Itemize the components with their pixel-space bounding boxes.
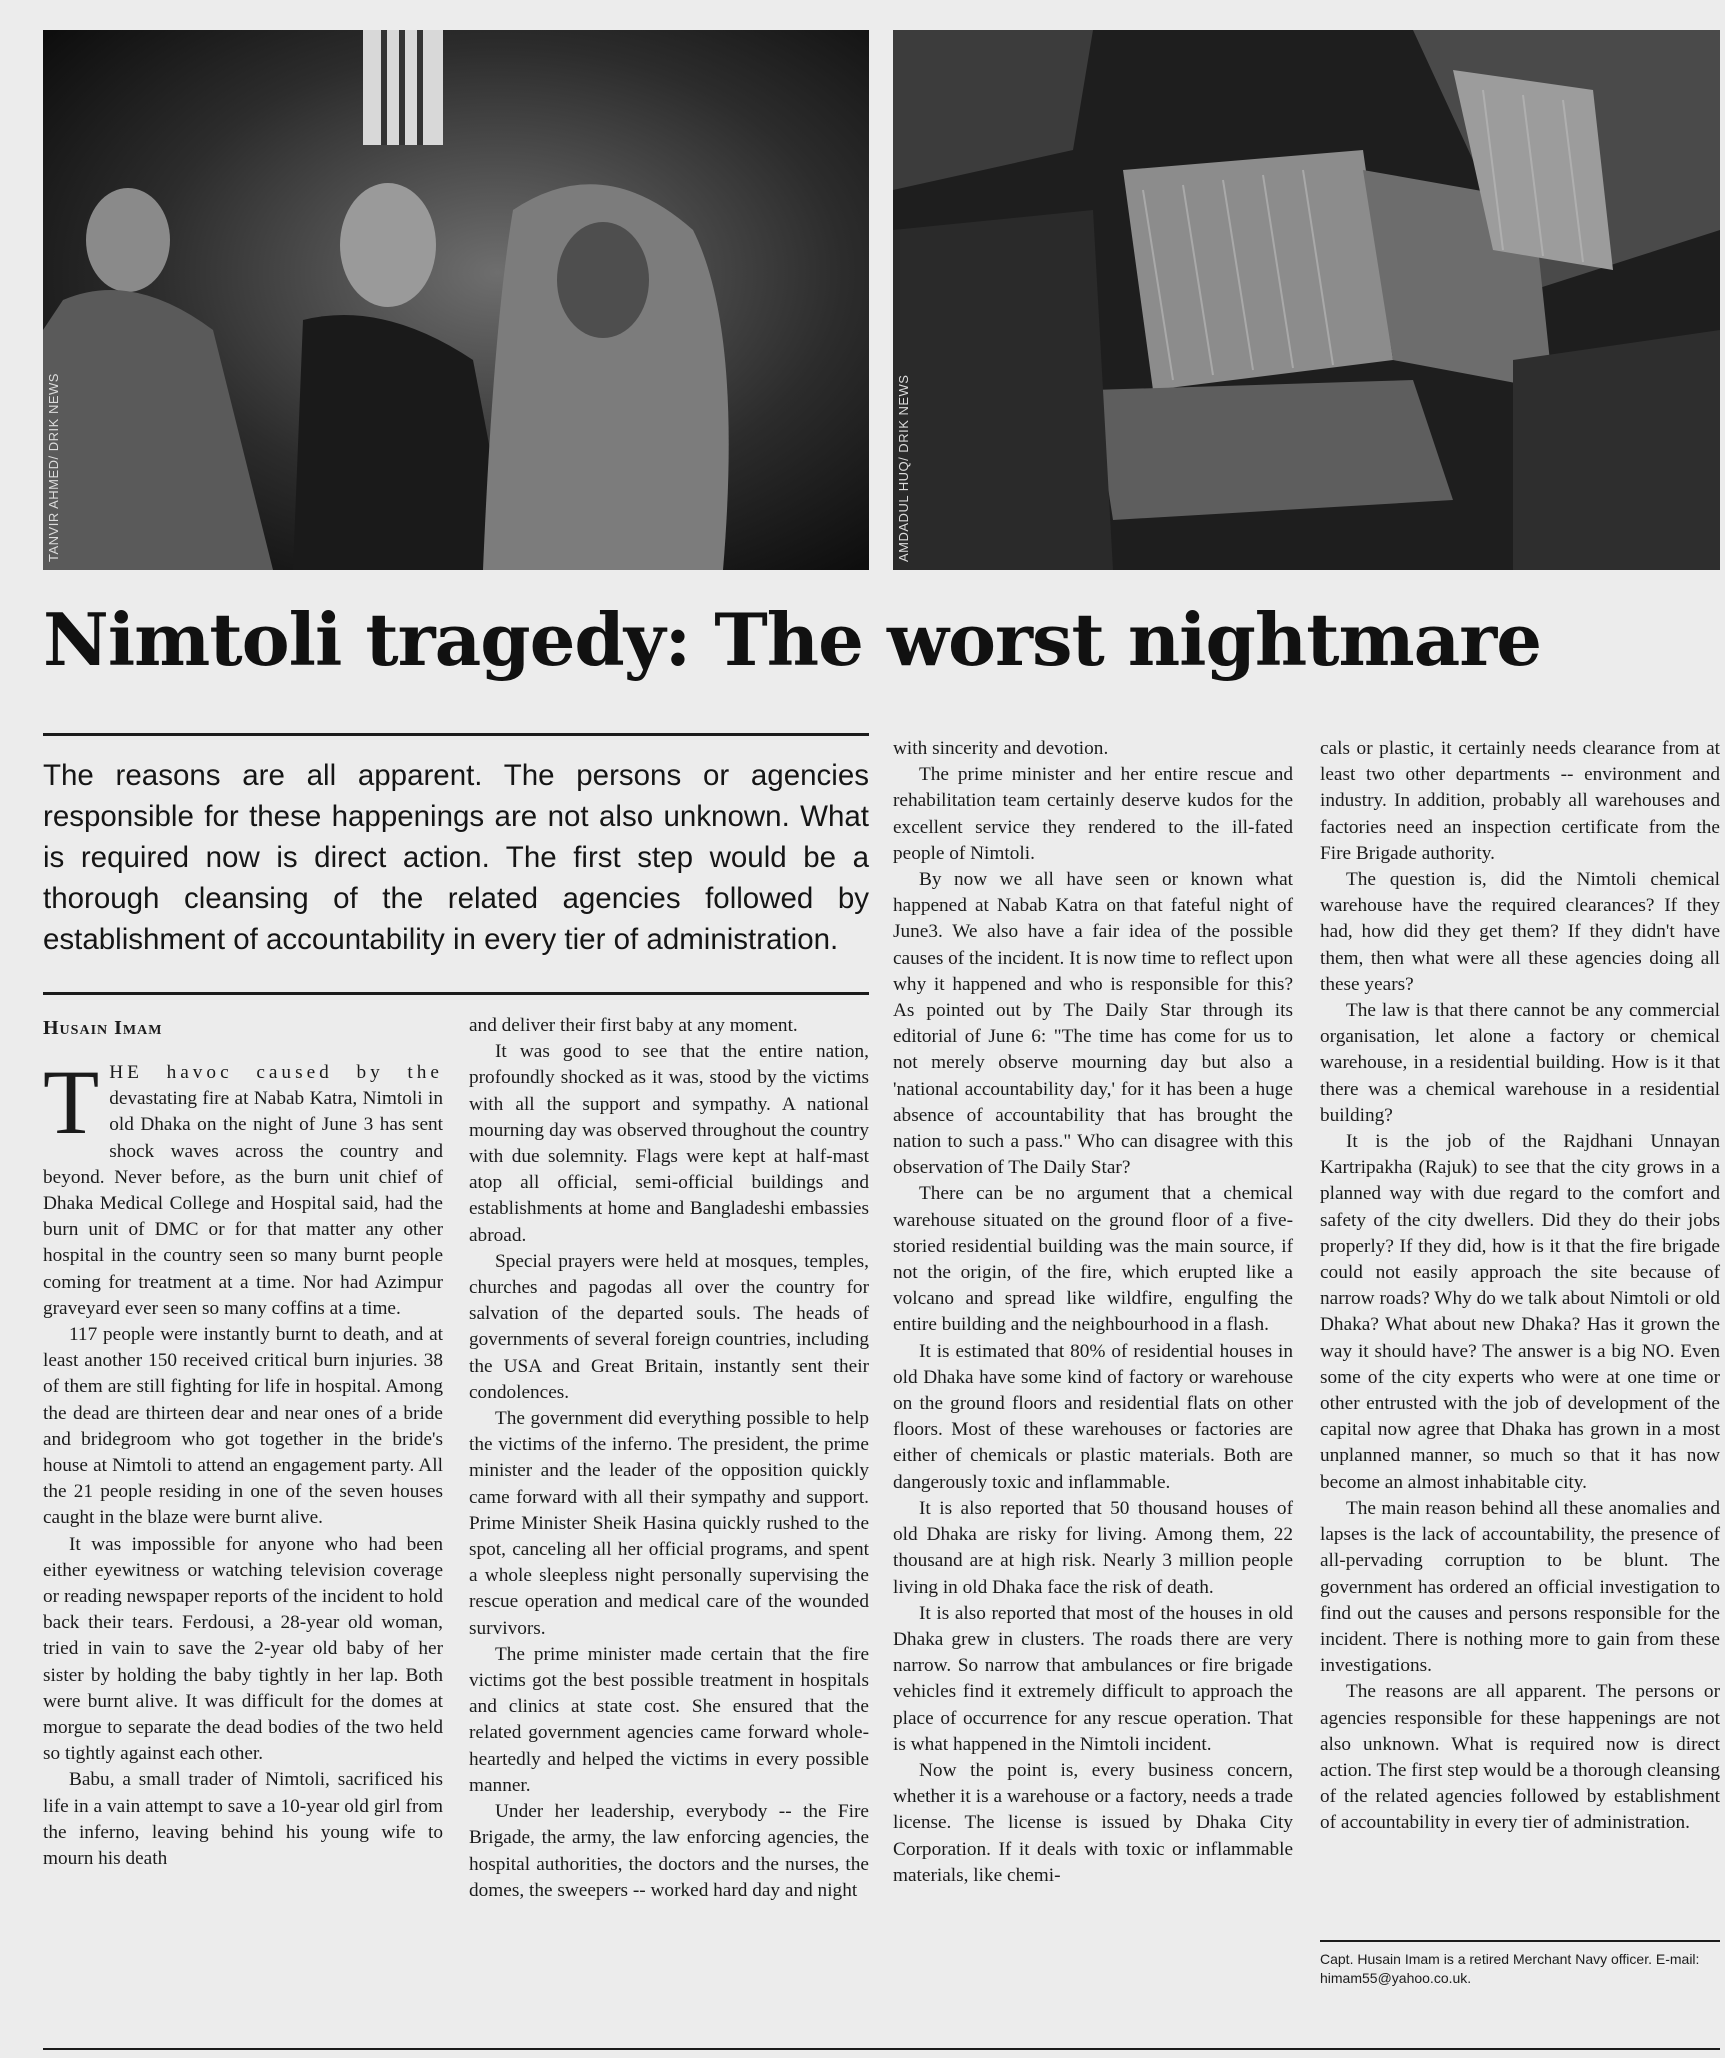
photo-credit-left: TANVIR AHMED/ DRIK NEWS	[46, 373, 61, 562]
lead-caps: HE havoc caused by the	[109, 1062, 443, 1083]
paragraph: The government did everything possible to help the victims of the inferno. The president, the prime minister and the leader of the opposition quickly came forward with all their sympathy and support. Prime Minister Sheik Hasina quickly rushed to the spot, canceling all her official programs, and spent a whole sleepless night personally supervising the rescue operation and medical care of the wounded survivors.	[469, 1408, 869, 1639]
paragraph: By now we all have seen or known what happened at Nabab Katra on that fateful night of June3. We also have a fair idea of the possible causes of the incident. It is now time to reflect upon why it happened and who is responsible for this? As pointed out by The Daily Star through its editorial of June 6: "The time has come for us to not merely observe mourning day but also a 'national accountability day,' for it has been a huge absence of accountability that has brought the nation to such a pass." Who can disagree with this observation of The Daily Star?	[893, 869, 1293, 1179]
paragraph: 117 people were instantly burnt to death, and at least another 150 received critical burn injuries. 38 of them are still fighting for life in hospital. Among the dead are thirteen dear and near ones of a bride and bridegroom who got together in the bride's house at Nimtoli to attend an engagement party. All the 21 people residing in one of the seven houses caught in the blaze were burnt alive.	[43, 1324, 443, 1529]
paragraph: Now the point is, every business concern, whether it is a warehouse or a factory, needs a trade license. The license is issued by Dhaka City Corporation. If it deals with toxic or inflammable materials, like chemi-	[893, 1759, 1293, 1886]
paragraph: The reasons are all apparent. The persons or agencies responsible for these happenings are not also unknown. What is required now is direct action. The first step would be a thorough cleansing of the related agencies followed by establishment of accountability in every tier of administration.	[1320, 1681, 1720, 1834]
lead-text: devastating fire at Nabab Katra, Nimtoli in old Dhaka on the night of June 3 has sent shock waves across the country and beyond. Never before, as the burn unit chief of Dhaka Medical College and Hospital said, had the burn unit of DMC or for that matter any other hospital in the country seen so many burnt people coming for treatment at a time. Nor had Azimpur graveyard ever seen so many coffins at a time.	[43, 1088, 443, 1319]
paragraph: Under her leadership, everybody -- the Fire Brigade, the army, the law enforcing agencies, the hospital authorities, the doctors and the nurses, the domes, the sweepers -- worked hard day and night	[469, 1801, 869, 1901]
paragraph: There can be no argument that a chemical warehouse situated on the ground floor of a five-storied residential building was the main source, if not the origin, of the fire, which erupted like a volcano and spread like wildfire, engulfing the entire building and the neighbourhood in a flash.	[893, 1183, 1293, 1336]
paragraph: cals or plastic, it certainly needs clearance from at least two other departments -- environment and industry. In addition, probably all warehouses and factories need an inspection certificate from the Fire Brigade authority.	[1320, 738, 1720, 864]
byline: Husain Imam	[43, 1017, 163, 1039]
paragraph: The main reason behind all these anomalies and lapses is the lack of accountability, the presence of all-pervading corruption to be blunt. The government has ordered an official investigation to find out the causes and persons responsible for the incident. There is nothing more to gain from these investigations.	[1320, 1497, 1720, 1677]
paragraph: It is estimated that 80% of residential houses in old Dhaka have some kind of factory or warehouse on the ground floors and residential flats on other floors. Most of these warehouses or factories are either of chemicals or plastic materials. Both are dangerously toxic and inflammable.	[893, 1340, 1293, 1493]
photo-burn-victims	[43, 30, 869, 570]
pullquote-top-rule	[43, 733, 869, 736]
author-note-rule	[1320, 1940, 1720, 1942]
article-column-4	[1320, 736, 1720, 1837]
paragraph: Special prayers were held at mosques, temples, churches and pagodas all over the country for salvation of the departed souls. The heads of governments of several foreign countries, including the USA and Great Britain, instantly sent their condolences.	[469, 1250, 869, 1403]
pullquote: The reasons are all apparent. The persons or agencies responsible for these happenings are not also unknown. What is required now is direct action. The first step would be a thorough cleansing of the related agencies followed by establishment of accountability in every tier of administration.	[43, 759, 869, 956]
paragraph: Babu, a small trader of Nimtoli, sacrificed his life in a vain attempt to save a 10-year old girl from the inferno, leaving behind his young wife to mourn his death	[43, 1769, 443, 1870]
photo-burnt-rooftops-image	[893, 30, 1720, 570]
article-column-1	[43, 1051, 443, 1872]
paragraph: The question is, did the Nimtoli chemical warehouse have the required clearances? If they had, how did they get them? If they didn't have them, then what were all these agencies doing all these years?	[1320, 869, 1720, 995]
paragraph: It was impossible for anyone who had been either eyewitness or watching television coverage or reading newspaper reports of the incident to hold back their tears. Ferdousi, a 28-year old woman, tried in vain to save the 2-year old baby of her sister by holding the baby tightly in her lap. Both were burnt alive. It was difficult for the domes at morgue to separate the dead bodies of the two held so tightly against each other.	[43, 1533, 443, 1765]
photo-burn-victims-image	[43, 30, 869, 570]
paragraph: It is the job of the Rajdhani Unnayan Kartripakha (Rajuk) to see that the city grows in a planned way with due regard to the comfort and safety of the city dwellers. Did they do their jobs properly? If they did, how is it that the fire brigade could not easily approach the site because of narrow roads? Why do we talk about Nimtoli or old Dhaka? What about new Dhaka? Has it grown the way it should have? The answer is a big NO. Even some of the city experts who were at one time or other entrusted with the job of development of the capital now agree that Dhaka has grown in a most unplanned manner, so much so that it has now become an almost inhabitable city.	[1320, 1131, 1720, 1493]
photo-burnt-rooftops	[893, 30, 1720, 570]
page-bottom-rule	[43, 2048, 1720, 2050]
paragraph: It was good to see that the entire nation, profoundly shocked as it was, stood by the victims with all the support and sympathy. A national mourning day was observed throughout the country with due solemnity. Flags were kept at half-mast atop all official, semi-official buildings and establishments at home and Bangladeshi embassies abroad.	[469, 1041, 869, 1246]
author-note: Capt. Husain Imam is a retired Merchant Navy officer. E-mail: himam55@yahoo.co.uk.	[1320, 1951, 1700, 1986]
article-lead-paragraph	[43, 1051, 443, 1322]
pullquote-bottom-rule	[43, 992, 869, 995]
article-column-3	[893, 736, 1293, 1889]
paragraph: The law is that there cannot be any commercial organisation, let alone a factory or chemical warehouse, in a residential building. How is it that there was a chemical warehouse in a residential building?	[1320, 1000, 1720, 1126]
photo-credit-right: AMDADUL HUQ/ DRIK NEWS	[896, 374, 911, 562]
paragraph: with sincerity and devotion.	[893, 738, 1109, 759]
paragraph: The prime minister made certain that the fire victims got the best possible treatment in hospitals and clinics at state cost. She ensured that the related government agencies came forward whole-heartedly and helped the victims in every possible manner.	[469, 1643, 869, 1796]
paragraph: The prime minister and her entire rescue and rehabilitation team certainly deserve kudos for the excellent service they rendered to the ill-fated people of Nimtoli.	[893, 764, 1293, 864]
article-column-2	[469, 1013, 869, 1904]
dropcap: T	[43, 1051, 100, 1153]
paragraph: It is also reported that most of the houses in old Dhaka grew in clusters. The roads there are very narrow. So narrow that ambulances or fire brigade vehicles find it extremely difficult to approach the place of occurrence for any rescue operation. That is what happened in the Nimtoli incident.	[893, 1602, 1293, 1755]
paragraph: It is also reported that 50 thousand houses of old Dhaka are risky for living. Among them, 22 thousand are at high risk. Nearly 3 million people living in old Dhaka face the risk of death.	[893, 1497, 1293, 1598]
paragraph: and deliver their first baby at any moment.	[469, 1015, 798, 1036]
headline: Nimtoli tragedy: The worst nightmare	[43, 597, 1542, 682]
